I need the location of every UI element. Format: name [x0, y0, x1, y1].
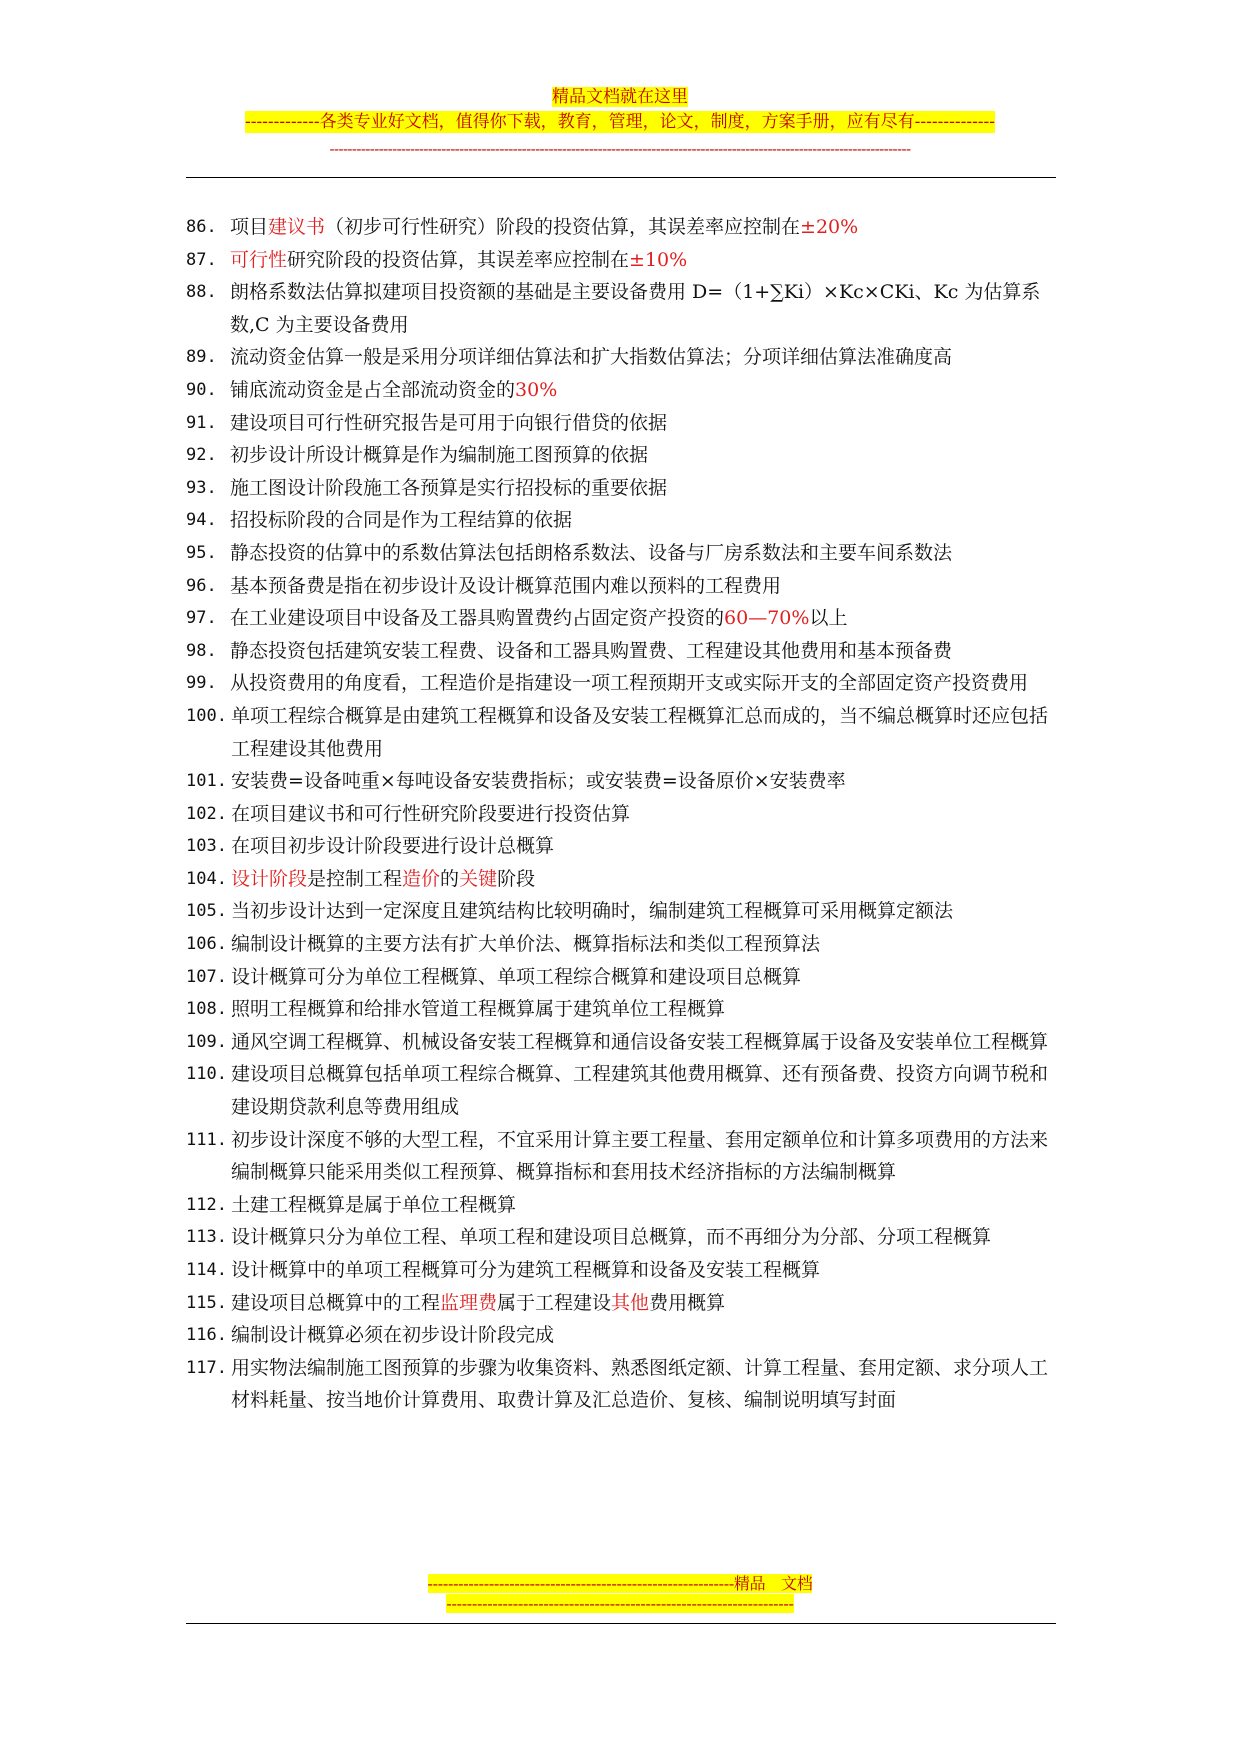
text-segment: 编制设计概算的主要方法有扩大单价法、概算指标法和类似工程预算法 [231, 933, 821, 956]
item-number: 115. [186, 1292, 227, 1313]
item-number: 91. [186, 412, 217, 433]
list-item [186, 1221, 1056, 1254]
highlighted-term: 造价 [402, 867, 441, 890]
text-segment: 建设项目总概算包括单项工程综合概算、工程建筑其他费用概算、还有预备费、投资方向调节税和建设期贷款利息等费用组成 [231, 1063, 1049, 1119]
text-segment: 初步设计所设计概算是作为编制施工图预算的依据 [230, 444, 649, 467]
item-text [231, 1287, 1056, 1320]
item-number: 86. [186, 217, 217, 237]
header-rule [186, 177, 1056, 178]
item-number: 109. [186, 1031, 227, 1052]
footer-line1: ------------------------------------------------------------精品 文档 [427, 1574, 813, 1593]
text-segment: 阶段 [497, 867, 536, 890]
item-number: 96. [186, 575, 217, 596]
item-number: 114. [186, 1260, 227, 1280]
item-text [231, 863, 1056, 896]
item-text [230, 211, 1056, 244]
list-item [186, 961, 1056, 994]
list-item [186, 602, 1056, 635]
text-segment: 以上 [809, 607, 848, 630]
highlighted-term: 30% [515, 378, 558, 401]
item-number: 97. [186, 608, 217, 629]
text-segment: 静态投资包括建筑安装工程费、设备和工器具购置费、工程建设其他费用和基本预备费 [230, 639, 953, 662]
item-text [230, 374, 1056, 407]
list-item [186, 635, 1056, 668]
text-segment: 安装费=设备吨重×每吨设备安装费指标；或安装费=设备原价×安装费率 [231, 770, 846, 793]
list-item [186, 570, 1056, 603]
item-number: 98. [186, 640, 217, 661]
text-segment: 在项目初步设计阶段要进行设计总概算 [231, 835, 555, 858]
text-segment: 编制设计概算必须在初步设计阶段完成 [231, 1324, 555, 1347]
item-text [231, 798, 1056, 831]
list-item [186, 928, 1056, 961]
list-item [186, 537, 1056, 570]
highlighted-term: ±10% [629, 248, 688, 271]
item-text [230, 276, 1056, 341]
text-segment: 在项目建议书和可行性研究阶段要进行投资估算 [231, 802, 631, 825]
text-segment: 设计概算可分为单位工程概算、单项工程综合概算和建设项目总概算 [231, 965, 802, 988]
item-text [231, 830, 1056, 863]
text-segment: 照明工程概算和给排水管道工程概算属于建筑单位工程概算 [231, 998, 726, 1021]
list-item [186, 439, 1056, 472]
item-text [230, 504, 1056, 537]
list-item [186, 1319, 1056, 1352]
item-text [230, 602, 1056, 635]
item-number: 106. [186, 934, 227, 955]
item-number: 103. [186, 836, 227, 857]
item-text [230, 439, 1056, 472]
highlighted-term: 可行性 [230, 248, 288, 271]
highlighted-term: 其他 [611, 1291, 650, 1314]
list-item [186, 374, 1056, 407]
item-text [231, 1254, 1056, 1287]
text-segment: 静态投资的估算中的系数估算法包括朗格系数法、设备与厂房系数法和主要车间系数法 [230, 541, 953, 564]
text-segment: 基本预备费是指在初步设计及设计概算范围内难以预料的工程费用 [230, 574, 782, 597]
highlighted-term: 60—70% [724, 607, 810, 630]
text-segment: 初步设计深度不够的大型工程，不宜采用计算主要工程量、套用定额单位和计算多项费用的方法来编制概算只能采用类似工程预算、概算指标和套用技术经济指标的方法编制概算 [231, 1128, 1049, 1184]
item-number: 102. [186, 803, 227, 824]
item-number: 112. [186, 1194, 227, 1215]
item-number: 88. [186, 282, 217, 303]
header-title: 精品文档就在这里 [552, 87, 688, 107]
highlighted-term: 关键 [459, 867, 498, 890]
item-text [231, 765, 1056, 798]
item-text [231, 1058, 1056, 1123]
highlighted-term: 设计阶段 [231, 867, 308, 890]
list-item [186, 765, 1056, 798]
item-text [230, 244, 1056, 277]
text-segment: 属于工程建设 [497, 1291, 612, 1314]
text-segment: 当初步设计达到一定深度且建筑结构比较明确时，编制建筑工程概算可采用概算定额法 [231, 900, 954, 923]
list-item [186, 863, 1056, 896]
item-text [231, 1221, 1056, 1254]
item-text [231, 961, 1056, 994]
item-number: 101. [186, 771, 227, 792]
text-segment: 建设项目总概算中的工程 [231, 1291, 441, 1314]
footer-line2: -------------------------------------------------------------------- [446, 1594, 794, 1613]
item-text [231, 928, 1056, 961]
header-slogan: -------------各类专业好文档，值得你下载，教育，管理，论文，制度，方案手册，应有尽有-------------- [244, 112, 996, 132]
text-segment: 通风空调工程概算、机械设备安装工程概算和通信设备安装工程概算属于设备及安装单位工程概算 [231, 1030, 1049, 1053]
text-segment: 设计概算只分为单位工程、单项工程和建设项目总概算，而不再细分为分部、分项工程概算 [231, 1226, 992, 1249]
item-number: 99. [186, 673, 217, 694]
text-segment: 施工图设计阶段施工各预算是实行招投标的重要依据 [230, 476, 668, 499]
list-item [186, 1352, 1056, 1417]
list-item [186, 895, 1056, 928]
highlighted-term: ±20% [800, 216, 859, 238]
list-item [186, 244, 1056, 277]
list-item [186, 700, 1056, 765]
item-text [230, 341, 1056, 374]
text-segment: 招投标阶段的合同是作为工程结算的依据 [230, 509, 573, 532]
item-number: 110. [186, 1064, 227, 1085]
item-text [230, 472, 1056, 505]
item-number: 90. [186, 379, 217, 400]
item-number: 108. [186, 999, 227, 1020]
item-number: 113. [186, 1227, 227, 1248]
text-segment: 单项工程综合概算是由建筑工程概算和设备及安装工程概算汇总而成的，当不编总概算时还应包括工程建设其他费用 [231, 704, 1049, 760]
text-segment: 研究阶段的投资估算，其误差率应控制在 [287, 248, 630, 271]
item-number: 107. [186, 966, 227, 987]
item-text [231, 1026, 1056, 1059]
page-header [186, 86, 1054, 159]
highlighted-term: 建议书 [268, 216, 326, 238]
list-item [186, 1254, 1056, 1287]
list-item [186, 1026, 1056, 1059]
list-item [186, 276, 1056, 341]
text-segment: 铺底流动资金是占全部流动资金的 [230, 378, 516, 401]
list-item [186, 407, 1056, 440]
text-segment: 在工业建设项目中设备及工器具购置费约占固定资产投资的 [230, 607, 725, 630]
item-text [231, 700, 1056, 765]
item-text [230, 407, 1056, 440]
item-text [231, 1189, 1056, 1222]
list-item [186, 1189, 1056, 1222]
list-item [186, 504, 1056, 537]
item-text [231, 1319, 1056, 1352]
text-segment: 从投资费用的角度看，工程造价是指建设一项工程预期开支或实际开支的全部固定资产投资费用 [230, 672, 1029, 695]
highlighted-term: 监理费 [440, 1291, 498, 1314]
list-item [186, 993, 1056, 1026]
text-segment: 用实物法编制施工图预算的步骤为收集资料、熟悉图纸定额、计算工程量、套用定额、求分项人工材料耗量、按当地价计算费用、取费计算及汇总造价、复核、编制说明填写封面 [231, 1356, 1049, 1412]
item-number: 93. [186, 477, 217, 498]
text-segment: 的 [440, 867, 460, 890]
item-text [230, 537, 1056, 570]
text-segment: 项目 [230, 216, 269, 238]
item-number: 87. [186, 249, 217, 270]
page-footer [186, 1574, 1054, 1614]
text-segment: 建设项目可行性研究报告是可用于向银行借贷的依据 [230, 411, 668, 434]
item-text [231, 993, 1056, 1026]
list-item [186, 667, 1056, 700]
item-text [231, 895, 1056, 928]
list-item [186, 798, 1056, 831]
item-text [230, 570, 1056, 603]
header-dashes: ---------------------------------------------------------------------------------------------------------------------------------- [329, 140, 911, 158]
item-number: 104. [186, 868, 227, 889]
list-item [186, 472, 1056, 505]
item-number: 111. [186, 1129, 227, 1150]
item-text [231, 1124, 1056, 1189]
text-segment: 朗格系数法估算拟建项目投资额的基础是主要设备费用 D=（1+∑Ki）×Kc×CKi、Kc 为估算系数,C 为主要设备费用 [230, 281, 1041, 336]
list-item [186, 1058, 1056, 1123]
text-segment: （初步可行性研究）阶段的投资估算，其误差率应控制在 [325, 216, 801, 238]
text-segment: 土建工程概算是属于单位工程概算 [231, 1193, 517, 1216]
item-number: 116. [186, 1325, 227, 1346]
item-number: 100. [186, 705, 227, 726]
text-segment: 设计概算中的单项工程概算可分为建筑工程概算和设备及安装工程概算 [231, 1259, 821, 1281]
item-number: 92. [186, 445, 217, 466]
item-list [186, 211, 1056, 1417]
item-text [231, 1352, 1056, 1417]
text-segment: 流动资金估算一般是采用分项详细估算法和扩大指数估算法；分项详细估算法准确度高 [230, 346, 953, 369]
footer-rule [186, 1623, 1056, 1624]
item-number: 95. [186, 542, 217, 563]
item-number: 117. [186, 1357, 227, 1378]
text-segment: 费用概算 [649, 1291, 726, 1314]
item-number: 105. [186, 901, 227, 922]
list-item [186, 1287, 1056, 1320]
item-number: 89. [186, 347, 217, 368]
item-text [230, 667, 1056, 700]
list-item [186, 211, 1056, 244]
item-text [230, 635, 1056, 668]
item-number: 94. [186, 510, 217, 531]
list-item [186, 1124, 1056, 1189]
list-item [186, 341, 1056, 374]
list-item [186, 830, 1056, 863]
text-segment: 是控制工程 [307, 867, 403, 890]
